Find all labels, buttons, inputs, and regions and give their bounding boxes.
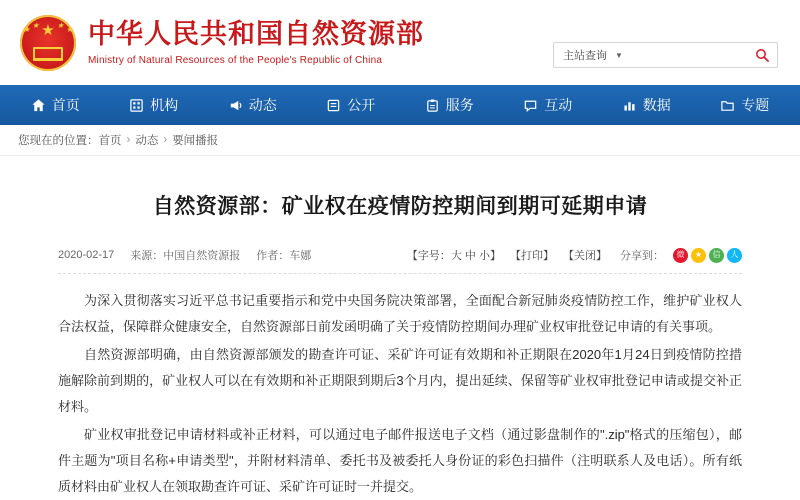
page-title: 自然资源部：矿业权在疫情防控期间到期可延期申请 bbox=[152, 195, 648, 218]
source-link[interactable]: 中国自然资源报 bbox=[163, 250, 241, 263]
qzone-share-icon[interactable]: ★ bbox=[691, 248, 706, 263]
home-icon bbox=[31, 98, 46, 113]
nav-item-home[interactable] bbox=[6, 85, 105, 125]
chat-icon bbox=[523, 98, 538, 113]
breadcrumb-item-headlines[interactable]: 要闻播报 bbox=[172, 135, 219, 147]
nav-item-disclosure[interactable] bbox=[302, 85, 401, 125]
article-paragraph: 自然资源部明确，由自然资源部颁发的勘查许可证、采矿许可证有效期和补正期限在2020年1月24日到疫情防控措施解除前到期的，矿业权人可以在有效期和补正期限到期后3个月内，提出延续、保留等矿业权审批登记申请或提交补正材料。 bbox=[58, 347, 742, 415]
share-icons bbox=[673, 248, 742, 263]
font-size-control[interactable]: 【字号：大 中 小】 bbox=[406, 250, 501, 263]
nav-label: 数据 bbox=[642, 97, 671, 113]
nav-label: 服务 bbox=[445, 97, 474, 113]
nav-item-organization[interactable] bbox=[105, 85, 204, 125]
article-paragraph: 为深入贯彻落实习近平总书记重要指示和党中央国务院决策部署，全面配合新冠肺炎疫情防控工作，维护矿业权人合法权益，保障群众健康安全，自然资源部日前发函明确了关于疫情防控期间办理矿业权审批登记申请的有关事项。 bbox=[58, 293, 742, 335]
nav-item-news[interactable] bbox=[203, 85, 302, 125]
breadcrumb-separator-icon: › bbox=[163, 134, 168, 146]
search-button[interactable] bbox=[747, 43, 777, 67]
search-box[interactable] bbox=[553, 42, 778, 68]
main-nav bbox=[0, 85, 800, 125]
article bbox=[0, 192, 800, 500]
print-button[interactable]: 【打印】 bbox=[510, 250, 554, 263]
nav-label: 专题 bbox=[741, 97, 770, 113]
publish-date: 2020-02-17 bbox=[58, 249, 115, 262]
share-label: 分享到： bbox=[620, 250, 664, 263]
building-icon bbox=[129, 98, 144, 113]
nav-item-topics[interactable] bbox=[696, 85, 795, 125]
breadcrumb-item-home[interactable]: 首页 bbox=[98, 135, 122, 147]
chevron-down-icon[interactable]: ▼ bbox=[615, 50, 623, 60]
clipboard-icon bbox=[425, 98, 440, 113]
search-icon bbox=[755, 48, 769, 62]
breadcrumb-separator-icon: › bbox=[126, 134, 131, 146]
chart-icon bbox=[622, 98, 637, 113]
national-emblem-icon: ★ ★ ★ ★ ★ bbox=[20, 15, 76, 71]
article-paragraph: 矿业权审批登记申请材料或补正材料，可以通过电子邮件报送电子文档（通过影盘制作的".zip"格式的压缩包），邮件主题为"项目名称+申请类型"，并附材料清单、委托书及被委托人身份证的彩色扫描件（注明联系人及电话）。所有纸质材料由矿业权人在领取勘查许可证、采矿许可证时一并提交。 bbox=[58, 427, 742, 495]
site-title-cn: 中华人民共和国自然资源部 bbox=[88, 18, 424, 49]
breadcrumb bbox=[0, 125, 800, 156]
nav-label: 机构 bbox=[150, 97, 179, 113]
folder-icon bbox=[720, 98, 735, 113]
article-meta bbox=[58, 247, 742, 274]
weibo-share-icon[interactable]: 微 bbox=[673, 248, 688, 263]
site-title-block bbox=[88, 19, 424, 66]
site-header bbox=[0, 0, 800, 85]
search-scope-label[interactable]: 主站查询 bbox=[563, 50, 607, 62]
nav-label: 互动 bbox=[544, 97, 573, 113]
breadcrumb-prefix: 您现在的位置： bbox=[18, 135, 99, 147]
article-author: 作者：车娜 bbox=[256, 250, 312, 263]
nav-label: 动态 bbox=[248, 97, 277, 113]
nav-item-interaction[interactable] bbox=[499, 85, 598, 125]
nav-label: 公开 bbox=[347, 97, 376, 113]
nav-label: 首页 bbox=[51, 97, 80, 113]
article-body bbox=[58, 288, 742, 500]
nav-item-service[interactable] bbox=[400, 85, 499, 125]
search-input[interactable] bbox=[623, 48, 747, 62]
breadcrumb-item-news[interactable]: 动态 bbox=[135, 135, 159, 147]
wechat-share-icon[interactable]: 信 bbox=[709, 248, 724, 263]
nav-item-data[interactable] bbox=[597, 85, 696, 125]
qq-share-icon[interactable]: 人 bbox=[727, 248, 742, 263]
site-title-en: Ministry of Natural Resources of the People's Republic of China bbox=[88, 55, 383, 67]
document-icon bbox=[326, 98, 341, 113]
close-button[interactable]: 【关闭】 bbox=[563, 250, 607, 263]
megaphone-icon bbox=[228, 98, 243, 113]
article-source: 来源：中国自然资源报 bbox=[130, 250, 241, 263]
